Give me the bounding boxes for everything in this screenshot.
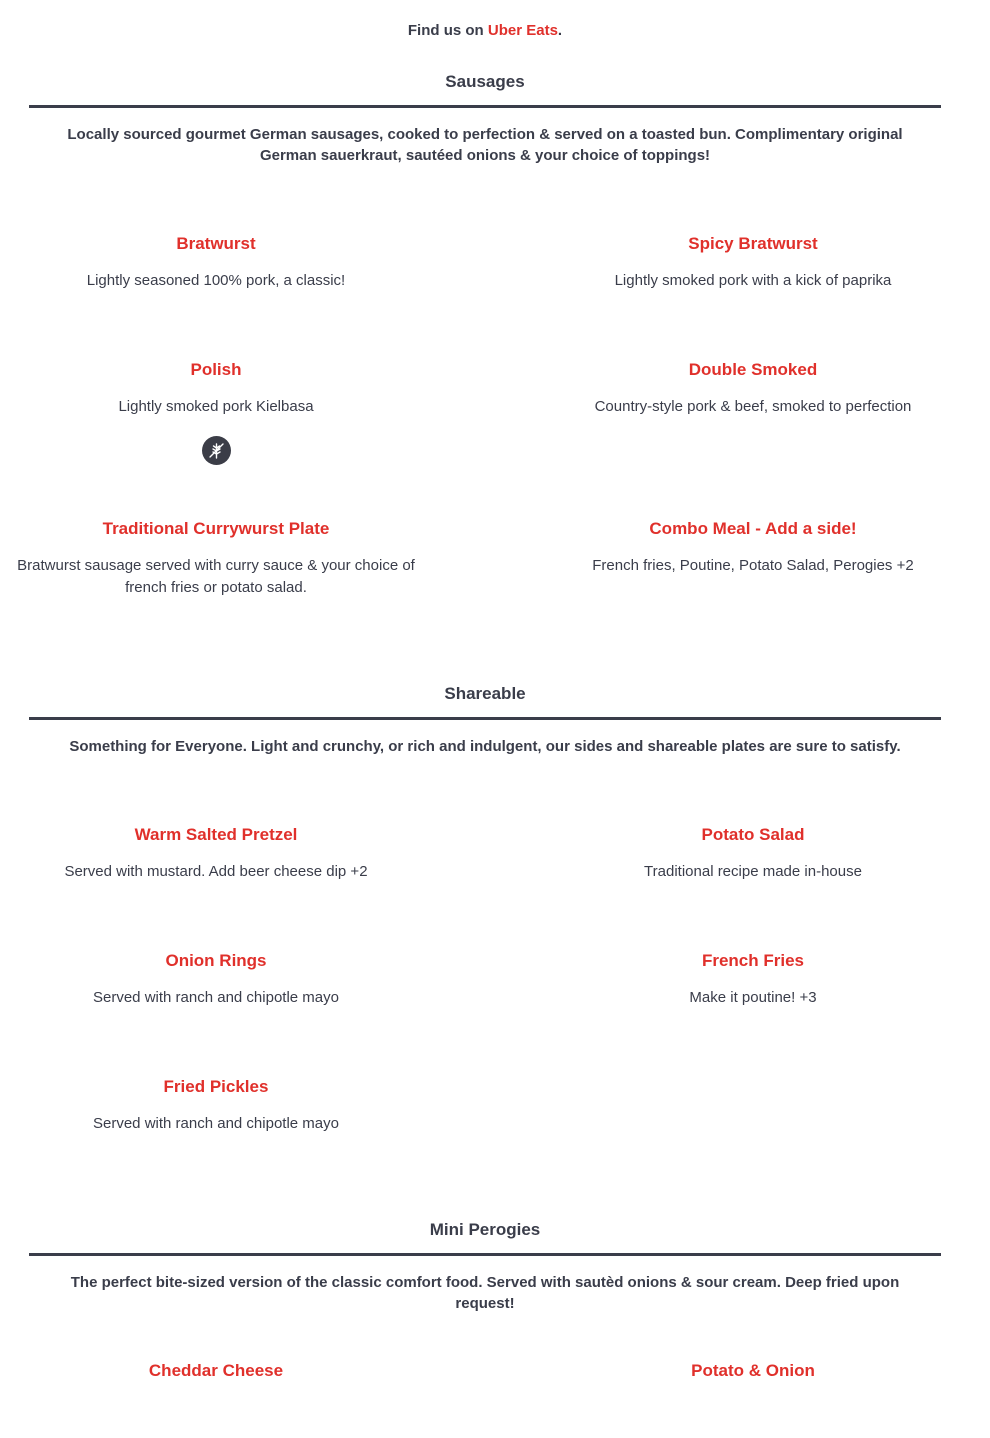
menu-item xyxy=(553,519,953,577)
menu-item-description: Lightly smoked pork Kielbasa xyxy=(118,398,314,415)
menu-item-name: Cheddar Cheese xyxy=(148,1361,284,1380)
section-description-sausages: Locally sourced gourmet German sausages, cooked to perfection & served on a toasted bun. Complimentary original German sauerkraut, sautéed onions & your choice of toppings! xyxy=(67,126,903,164)
menu-item-description: Served with ranch and chipotle mayo xyxy=(93,989,339,1006)
section-divider xyxy=(29,717,941,720)
menu-item-name: Spicy Bratwurst xyxy=(688,234,818,253)
menu-item-description: Country-style pork & beef, smoked to perfection xyxy=(594,398,912,415)
section-divider xyxy=(29,1253,941,1256)
menu-item xyxy=(16,825,416,883)
menu-item-name: Traditional Currywurst Plate xyxy=(102,519,330,538)
menu-item-name: Potato & Onion xyxy=(691,1361,815,1380)
menu-item-description: Bratwurst sausage served with curry sauce & your choice of french fries or potato salad. xyxy=(17,557,415,596)
menu-item xyxy=(553,951,953,1009)
section-title-shareable: Shareable xyxy=(444,684,526,703)
menu-item-name: Bratwurst xyxy=(176,234,256,253)
menu-item-description: Make it poutine! +3 xyxy=(689,989,817,1006)
menu-item-name: Potato Salad xyxy=(701,825,805,844)
menu-item-description: Lightly smoked pork with a kick of paprika xyxy=(614,272,892,289)
menu-item-description: Served with ranch and chipotle mayo xyxy=(93,1115,339,1132)
menu-item-name: Onion Rings xyxy=(165,951,267,970)
section-title-sausages: Sausages xyxy=(445,72,525,91)
uber-eats-link[interactable]: Uber Eats xyxy=(487,22,558,39)
menu-item-description: French fries, Poutine, Potato Salad, Perogies +2 xyxy=(592,557,914,574)
section-title-mini-perogies: Mini Perogies xyxy=(429,1220,541,1239)
menu-item xyxy=(16,360,416,470)
menu-item xyxy=(16,1077,416,1135)
gluten-free-icon xyxy=(202,436,231,465)
find-us-line xyxy=(0,22,970,39)
menu-item xyxy=(553,360,953,418)
menu-item-description: Served with mustard. Add beer cheese dip +2 xyxy=(64,863,368,880)
menu-item-name: French Fries xyxy=(701,951,805,970)
section-description-mini-perogies: The perfect bite-sized version of the classic comfort food. Served with sautèd onions & sour cream. Deep fried upon request! xyxy=(70,1274,900,1312)
find-us-prefix: Find us on xyxy=(407,22,484,39)
menu-item-description: Traditional recipe made in-house xyxy=(644,863,862,880)
menu-item-name: Polish xyxy=(190,360,242,379)
menu-item xyxy=(16,951,416,1009)
menu-item xyxy=(16,234,416,292)
section-divider xyxy=(29,105,941,108)
menu-item xyxy=(553,825,953,883)
menu-item xyxy=(16,519,416,599)
menu-item xyxy=(553,1361,953,1381)
menu-item xyxy=(553,234,953,292)
find-us-suffix: . xyxy=(557,22,563,39)
menu-item-description: Lightly seasoned 100% pork, a classic! xyxy=(86,272,346,289)
menu-item xyxy=(16,1361,416,1381)
menu-item-name: Fried Pickles xyxy=(163,1077,269,1096)
section-description-shareable: Something for Everyone. Light and crunchy, or rich and indulgent, our sides and shareable plates are sure to satisfy. xyxy=(69,738,901,755)
menu-item-name: Combo Meal - Add a side! xyxy=(649,519,857,538)
menu-item-name: Warm Salted Pretzel xyxy=(134,825,298,844)
menu-item-name: Double Smoked xyxy=(688,360,818,379)
